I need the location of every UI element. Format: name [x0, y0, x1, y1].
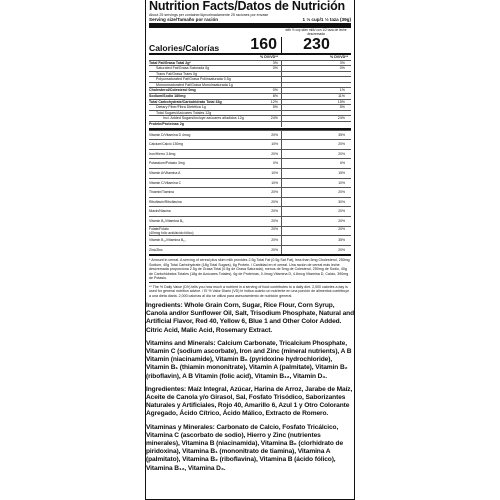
nutrient-name: Niacin/Niacina	[149, 209, 171, 214]
nutrient-name: Dietary Fiber/Fibra Dietética 1g	[156, 105, 206, 110]
ingredients-section	[146, 302, 354, 478]
daily-value-with-milk: 20%	[281, 217, 351, 226]
daily-value-cereal: 20%	[271, 247, 278, 252]
daily-value-with-milk: 20%	[281, 150, 351, 159]
nutrient-row	[149, 139, 351, 149]
daily-value-cereal: 10%	[271, 180, 278, 185]
nutrient-name: Vitamin B₆/Vitamina B₆	[149, 218, 184, 223]
calories-row	[149, 37, 351, 55]
daily-value-cereal: 0%	[272, 88, 278, 93]
daily-value-cereal: 8%	[272, 94, 278, 99]
daily-value-with-milk: 20%	[281, 227, 351, 236]
daily-value-cereal	[249, 122, 281, 127]
daily-value-with-milk: 1%	[281, 88, 351, 93]
serving-size	[149, 17, 351, 28]
nutrient-name: Polyunsaturated Fat/Grasa Poliinsaturada 0.5g	[156, 77, 231, 82]
daily-value-cereal: 12%	[270, 99, 278, 104]
daily-value-cereal: 20%	[271, 218, 278, 223]
nutrient-row	[149, 121, 351, 127]
nutrient-name: Zinc/Zinc	[149, 247, 163, 252]
nutrient-name: Calcium/Calcio 130mg	[149, 142, 183, 147]
nutrient-row	[149, 110, 351, 116]
nutrient-name: Sodium/Sodio 180mg	[149, 94, 186, 99]
label-title: Nutrition Facts/Datos de Nutrición	[149, 0, 345, 13]
nutrient-row	[149, 216, 351, 226]
nutrient-row	[149, 87, 351, 93]
nutrient-name: Incl. Added Sugars/Incluye azúcares añadidos 12g	[163, 116, 244, 121]
nutrient-row	[149, 130, 351, 140]
daily-value-cereal	[249, 111, 281, 116]
daily-value-with-milk: 15%	[281, 100, 351, 105]
vitamins-minerals-english: Vitamins and Minerals: Calcium Carbonate, Tricalcium Phosphate, Vitamin C (sodium ascorbate), Iron and Zinc (mineral nutrients), A B Vitamin (niacinamide), Vitamin B₆ (pyridoxine hydrochloride), Vitamin B₁ (thiamin mononitrate), Vitamin A (palmitate), Vitamin B₂ (riboflavin), A B Vitamin (folic acid), Vitamin B₁₂, Vitamin D₃.	[146, 339, 352, 380]
nutrient-name: Vitamin B₁₂/Vitamina B₁₂	[149, 238, 186, 243]
daily-value-with-milk: 20%	[281, 246, 351, 255]
daily-value-with-milk: 20%	[281, 207, 351, 216]
nutrient-name: Trans Fat/Grasa Trans 0g	[156, 71, 198, 76]
daily-value-with-milk: 35%	[281, 131, 351, 140]
daily-value-cereal: 5%	[272, 105, 278, 110]
daily-value-cereal: 20%	[271, 151, 278, 156]
daily-value-with-milk: 0%	[281, 66, 351, 71]
nutrient-row	[149, 187, 351, 197]
daily-value-cereal: 10%	[271, 171, 278, 175]
daily-value-cereal: 20%	[271, 209, 278, 214]
nutrient-row	[149, 168, 351, 178]
calories-value-with-milk: 230	[281, 37, 351, 53]
daily-value-cereal: 10%	[271, 142, 278, 147]
nutrient-row	[149, 82, 351, 88]
ingredients-english: Ingredients: Whole Grain Corn, Sugar, Rice Flour, Corn Syrup, Canola and/or Sunflower Oil, Salt, Trisodium Phosphate, Natural and Artificial Flavor, Red 40, Yellow 6, Blue 1 and Other Color Added. Citric Acid, Malic Acid, Rosemary Extract.	[146, 302, 354, 334]
nutrient-name-main: Folate/Folato	[149, 226, 169, 231]
calories-value-cereal: 160	[250, 35, 277, 53]
nutrient-row	[149, 197, 351, 207]
servings-per-container: About 25 servings per container/Aproximadamente 25 raciones por envase	[149, 13, 269, 17]
daily-value-with-milk: 11%	[281, 94, 351, 99]
daily-value-with-milk: 30%	[281, 198, 351, 207]
daily-value-with-milk	[281, 111, 351, 116]
vitamins-minerals-spanish: Vitaminas y Minerales: Carbonato de Calcio, Fosfato Tricálcico, Vitamina C (ascorbato de sodio), Hierro y Zinc (nutrientes minerales), Vitamina B (niacinamida), Vitamina B₆ (clorhidrato de piridoxina), Vitamina B₁ (mononitrato de tiamina), Vitamina A (palmitato), Vitamina B₂ (riboflavina), Vitamina B (ácido fólico), Vitamina B₁₂, Vitamina D₃.	[146, 423, 344, 472]
nutrient-name: Total Fat/Grasa Total 2g*	[149, 60, 191, 65]
nutrient-row	[149, 76, 351, 82]
daily-value-with-milk: 3%	[281, 61, 351, 66]
daily-value-cereal	[249, 83, 281, 88]
nutrient-name: Total Sugars/Azúcares Totales 12g	[156, 110, 212, 115]
vitamin-rows	[149, 130, 351, 255]
column-header-2: with ½ cup skim milk/ con 1/2 taza de leche descremada	[285, 27, 347, 36]
daily-value-with-milk	[281, 77, 351, 82]
nutrient-name: Protein/Proteínas 2g	[149, 122, 184, 127]
nutrient-name: Monounsaturated Fat/Grasa Monoinsaturada 1g	[156, 82, 233, 87]
daily-value-with-milk: 20%	[281, 140, 351, 149]
daily-value-cereal: 24%	[270, 116, 278, 121]
daily-value-with-milk: 20%	[281, 188, 351, 197]
daily-value-cereal	[249, 77, 281, 82]
serving-size-label: Serving size/Tamaño por ración	[149, 17, 219, 23]
dv-header-2: % DV/VD**	[330, 54, 348, 59]
daily-value-cereal: 3%	[272, 60, 278, 65]
dv-header-1: % DV/VD**	[260, 54, 278, 59]
daily-value-cereal: 0%	[272, 66, 278, 71]
nutrient-row	[149, 158, 351, 168]
serving-size-value: 1 ⅓ cup/1 ⅓ taza (39g)	[302, 17, 351, 23]
footnote-daily-value: ** The % Daily Value (DV) tells you how much a nutrient in a serving of food contributes to a daily diet. 2,000 calories a day is used for general nutrition advice. / El % Valor Diario (VD) le indica cuánto un nutriente en una porción de alimentos contribuye a una dieta diaria. 2,000 calorías al día se utiliza para asesoramiento de nutrición general.	[149, 284, 350, 298]
nutrient-name-sub: (40mcg folic acid/ácido fólico)	[149, 230, 194, 235]
daily-value-cereal: 0%	[273, 161, 278, 166]
nutrient-name: Vitamin D/Vitamina D 4mcg	[149, 132, 191, 137]
nutrient-name: Potassium/Potasio 3mg	[149, 161, 185, 166]
nutrient-row	[149, 93, 351, 99]
daily-value-with-milk: 24%	[281, 116, 351, 121]
calories-label: Calories/Calorías	[149, 42, 220, 53]
daily-value-with-milk: 10%	[281, 179, 351, 188]
nutrient-name: Vitamin C/Vitamina C	[149, 180, 182, 185]
daily-value-with-milk: 5%	[281, 105, 351, 110]
daily-value-cereal: 20%	[271, 199, 278, 204]
nutrient-row	[149, 99, 351, 105]
nutrient-name: Vitamin A/Vitamina A	[149, 171, 181, 175]
nutrient-row	[149, 235, 351, 245]
daily-value-with-milk: 6%	[281, 159, 351, 168]
nutrient-row	[149, 115, 351, 121]
daily-value-with-milk	[281, 83, 351, 88]
nutrient-name: Riboflavin/Riboflavina	[149, 199, 182, 204]
nutrient-name: Cholesterol/Colesterol 0mg	[149, 88, 196, 93]
nutrient-row	[149, 71, 351, 77]
daily-value-with-milk: 15%	[281, 169, 351, 178]
nutrient-name: Saturated Fat/Grasa Saturada 0g	[156, 66, 210, 71]
nutrient-rows	[149, 60, 351, 127]
nutrient-name	[149, 227, 249, 236]
daily-value-with-milk: 35%	[281, 236, 351, 245]
nutrient-row	[149, 226, 351, 236]
nutrient-row	[149, 60, 351, 66]
nutrient-row	[149, 206, 351, 216]
daily-value-cereal: 20%	[271, 238, 278, 243]
daily-value-with-milk	[281, 122, 351, 127]
daily-value-cereal	[249, 72, 281, 77]
nutrient-row	[149, 245, 351, 255]
nutrient-row	[149, 65, 351, 71]
nutrient-name: Iron/Hierro 3.6mg	[149, 151, 176, 156]
daily-value-with-milk	[281, 72, 351, 77]
daily-value-cereal: 20%	[271, 226, 278, 231]
nutrient-name: Total Carbohydrate/Carbohidrato Total 33g	[149, 99, 222, 104]
nutrient-name: Thiamin/Tiamina	[149, 190, 174, 195]
ingredients-spanish: Ingredientes: Maíz Integral, Azúcar, Harina de Arroz, Jarabe de Maíz, Aceite de Canola y/o Girasol, Sal, Fosfato Trisódico, Saborizantes Naturales y Artificiales, Rojo 40, Amarillo 6, Azul 1 y Otro Colorante Agregado, Ácido Cítrico, Ácido Málico, Extracto de Romero.	[146, 385, 353, 418]
nutrient-row	[149, 149, 351, 159]
daily-value-cereal: 20%	[271, 190, 278, 195]
footnote-amounts: * Amount in cereal. A serving of cereal plus skim milk provides 2.5g Total Fat (0.5g Sat Fat), less than 5mg Cholesterol, 250mg Sodium, 40g Total Carbohydrate (18g Total Sugars), 6g Protein. / Cantidad en el cereal. Una ración de cereal más leche descremada proporciona 2.5g de Grasa Total (0.5g de Grasa Saturada), menos de 5mg de Colesterol, 250mg de Sodio, 40g de Carbohidratos Totales (18g de Azúcares Totales), 6g de Proteínas, 0.4mcg Vitamina D, 4.6mcg Vitamina D, Calcio, 390mg de Potasio.	[149, 256, 351, 283]
nutrient-row	[149, 178, 351, 188]
daily-value-cereal: 20%	[271, 132, 278, 137]
nutrient-row	[149, 104, 351, 110]
